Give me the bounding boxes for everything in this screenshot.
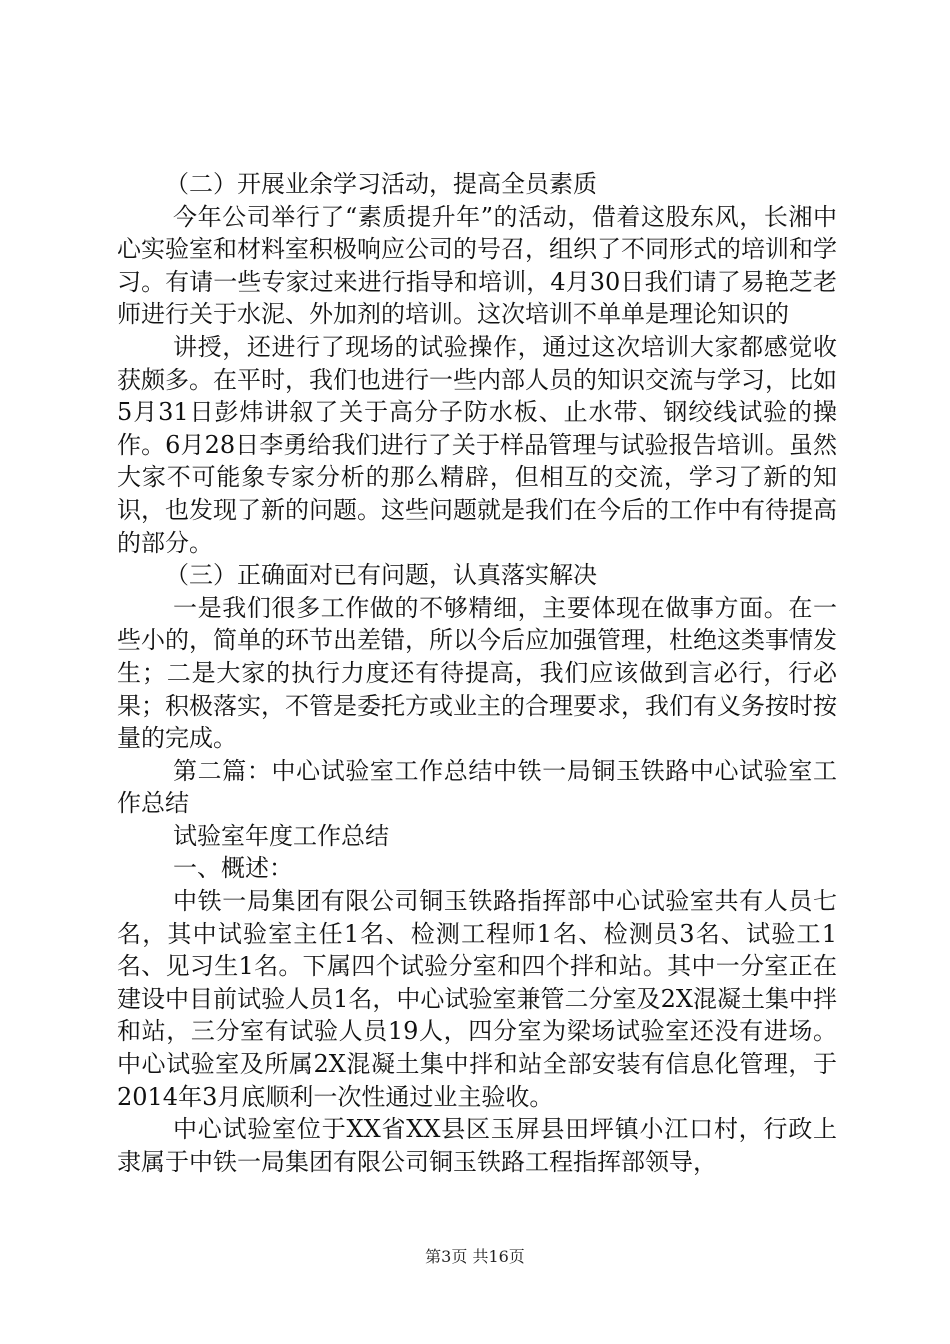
chapter-title: 第二篇：中心试验室工作总结中铁一局铜玉铁路中心试验室工作总结	[117, 756, 837, 818]
body-paragraph: 一是我们很多工作做的不够精细，主要体现在做事方面。在一些小的，简单的环节出差错，所以今后应加强管理，杜绝这类事情发生；二是大家的执行力度还有待提高，我们应该做到言必行，行必果；积极落实，不管是委托方或业主的合理要求，我们有义务按时按量的完成。	[117, 593, 837, 753]
report-title: 试验室年度工作总结	[173, 821, 389, 850]
body-paragraph: 今年公司举行了“素质提升年”的活动，借着这股东风，长湘中心实验室和材料室积极响应公司的号召，组织了不同形式的培训和学习。有请一些专家过来进行指导和培训，4月30日我们请了易艳芝老师进行关于水泥、外加剂的培训。这次培训不单单是理论知识的	[117, 202, 837, 329]
body-paragraph: 讲授，还进行了现场的试验操作，通过这次培训大家都感觉收获颇多。在平时，我们也进行一些内部人员的知识交流与学习，比如5月31日彭炜讲叙了关于高分子防水板、止水带、钢绞线试验的操作。6月28日李勇给我们进行了关于样品管理与试验报告培训。虽然大家不可能象专家分析的那么精辟，但相互的交流，学习了新的知识，也发现了新的问题。这些问题就是我们在今后的工作中有待提高的部分。	[117, 332, 837, 557]
page-number-footer: 第3页 共16页	[425, 1247, 525, 1266]
section-heading: （二）开展业余学习活动，提高全员素质	[165, 170, 597, 198]
document-body	[117, 168, 837, 1178]
body-paragraph: 中心试验室位于XX省XX县区玉屏县田坪镇小江口村，行政上隶属于中铁一局集团有限公司铜玉铁路工程指挥部领导，	[117, 1115, 837, 1176]
body-paragraph: 中铁一局集团有限公司铜玉铁路指挥部中心试验室共有人员七名，其中试验室主任1名、检测工程师1名、检测员3名、试验工1名、见习生1名。下属四个试验分室和四个拌和站。其中一分室正在建设中目前试验人员1名，中心试验室兼管二分室及2X混凝土集中拌和站，三分室有试验人员19人，四分室为梁场试验室还没有进场。中心试验室及所属2X混凝土集中拌和站全部安装有信息化管理，于2014年3月底顺利一次性通过业主验收。	[117, 887, 837, 1111]
subsection-heading: 一、概述：	[173, 854, 293, 883]
section-heading: （三）正确面对已有问题，认真落实解决	[165, 561, 597, 590]
